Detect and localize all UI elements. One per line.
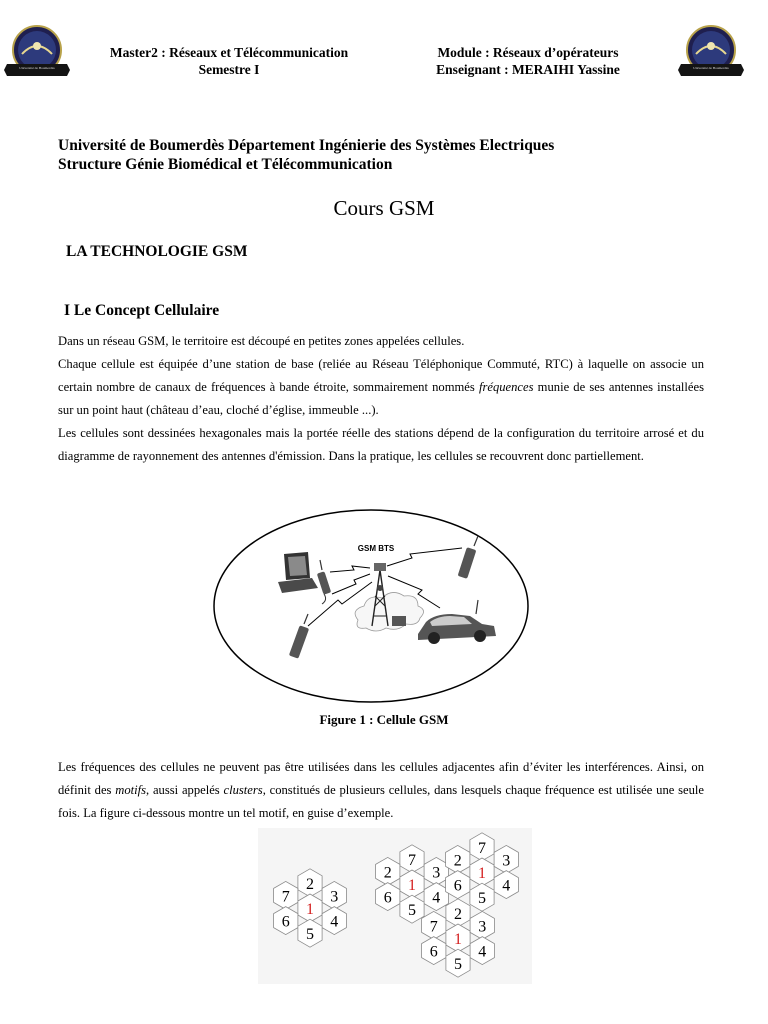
logo-caption: Université de Boumerdès: [19, 66, 55, 70]
hex-cell: [446, 924, 470, 952]
hex-cell: [470, 883, 494, 911]
hex-cell: [470, 833, 494, 861]
cell-frequency-label: 6: [281, 913, 290, 931]
hex-cell: [424, 857, 448, 885]
hex-cell: [446, 899, 470, 927]
hex-cell: [446, 871, 470, 899]
hex-cell: [400, 845, 424, 873]
hex-cell: [274, 907, 298, 935]
cell-frequency-label: 4: [478, 943, 487, 961]
hex-cell: [446, 949, 470, 977]
hex-cell: [400, 895, 424, 923]
cell-frequency-label: 2: [306, 875, 314, 893]
hex-cell: [322, 881, 346, 909]
cell-frequency-label: 1: [454, 931, 462, 948]
hex-cell: [422, 911, 446, 939]
university-logo-right: [678, 24, 744, 82]
figure-gsm-cell: [212, 508, 530, 704]
cell-frequency-label: 4: [330, 913, 339, 931]
cell-frequency-label: 1: [478, 865, 486, 882]
cell-frequency-label: 3: [330, 888, 339, 906]
signal-line: [330, 566, 370, 572]
subsection-title: I Le Concept Cellulaire: [64, 302, 220, 319]
cell-frequency-label: 5: [408, 902, 416, 920]
header-teacher: Enseignant : MERAIHI Yassine: [436, 62, 620, 77]
car-icon: [418, 600, 496, 644]
hex-cluster-diagram: [258, 828, 532, 984]
university-logo-left: [4, 24, 70, 82]
mobile-phone-icon: [289, 614, 309, 659]
hex-cell: [424, 883, 448, 911]
hex-cell: [470, 937, 494, 965]
hex-cell: [274, 881, 298, 909]
cell-frequency-label: 7: [408, 851, 416, 869]
header-right: [410, 44, 646, 78]
signal-line: [332, 574, 370, 594]
hex-cell: [470, 911, 494, 939]
hex-cell: [376, 883, 400, 911]
header-module: Module : Réseaux d’opérateurs: [437, 45, 619, 60]
cell-frequency-label: 5: [306, 926, 314, 944]
course-title: Cours GSM: [333, 196, 435, 220]
cluster-paragraph: Les fréquences des cellules ne peuvent pas être utilisées dans les cellules adjacentes afin d’éviter les interférences. Ainsi, on définit des motifs, aussi appelés clusters, constitués de plusieurs cellules, dans lesquels chaque fréquence est utilisée une seule fois. La figure ci-dessous montre un tel motif, en guise d’exemple.: [58, 760, 704, 820]
cell-frequency-label: 1: [306, 901, 314, 918]
cell-frequency-label: 7: [281, 888, 290, 906]
hex-cell: [470, 858, 494, 886]
cloud-icon: [355, 592, 423, 631]
mobile-phone-icon: [458, 536, 478, 579]
cell-frequency-label: 3: [502, 852, 511, 870]
hex-cell: [494, 845, 518, 873]
intro-paragraph-3: Les cellules sont dessinées hexagonales mais la portée réelle des stations dépend de la configuration du territoire arrosé et du diagramme de rayonnement des antennes d'émission. Dans la pratique, les cellules se recouvrent donc partiellement.: [58, 426, 704, 463]
intro-paragraph-1: Dans un réseau GSM, le territoire est découpé en petites zones appelées cellules.: [58, 334, 465, 348]
cell-frequency-label: 5: [478, 890, 486, 908]
hex-cell: [298, 894, 322, 922]
hex-cell: [322, 907, 346, 935]
cell-frequency-label: 4: [502, 877, 511, 895]
cell-frequency-label: 7: [478, 839, 486, 857]
hex-cell: [494, 871, 518, 899]
section-title: LA TECHNOLOGIE GSM: [66, 243, 248, 260]
logo-caption: Université de Boumerdès: [693, 66, 729, 70]
cell-frequency-label: 4: [432, 889, 441, 907]
hex-cell: [298, 919, 322, 947]
cell-frequency-label: 2: [383, 864, 392, 882]
cell-frequency-label: 3: [432, 864, 441, 882]
hex-cell: [298, 869, 322, 897]
cell-frequency-label: 1: [408, 877, 416, 894]
signal-line: [387, 548, 462, 566]
cell-frequency-label: 6: [453, 877, 462, 895]
cell-frequency-label: 6: [429, 943, 438, 961]
intro-paragraph-2: Chaque cellule est équipée d’une station de base (reliée au Réseau Téléphonique Commuté, RTC) à laquelle on associe un certain nombre de canaux de fréquences à bande étroite, sommairement nommés fréquences munie de ses antennes installées sur un point haut (château d’eau, cloché d’église, immeuble ...).: [58, 357, 704, 417]
cell-frequency-label: 7: [429, 918, 438, 936]
header-left: [86, 44, 372, 78]
intro-paragraphs: [58, 330, 704, 468]
hex-cell: [376, 857, 400, 885]
cell-frequency-label: 6: [383, 889, 392, 907]
cell-frequency-label: 5: [454, 956, 462, 974]
mobile-phone-icon: [317, 560, 331, 604]
hex-cell: [446, 845, 470, 873]
university-line-2: Structure Génie Biomédical et Télécommunication: [58, 156, 393, 173]
university-block: [58, 136, 554, 174]
cell-frequency-label: 2: [453, 852, 462, 870]
figure-1-caption: Figure 1 : Cellule GSM: [319, 712, 449, 727]
header-semester: Semestre I: [198, 62, 260, 77]
cell-frequency-label: 3: [478, 918, 487, 936]
laptop-icon: [278, 552, 318, 593]
cell-frequency-label: 2: [454, 905, 462, 923]
hex-cell: [422, 937, 446, 965]
figure-hex-clusters: [258, 828, 532, 984]
bts-label: GSM BTS: [357, 544, 395, 553]
hex-cell: [400, 870, 424, 898]
bts-equipment-icon: [392, 616, 406, 626]
university-line-1: Université de Boumerdès Département Ingénierie des Systèmes Electriques: [58, 137, 555, 154]
header-program: Master2 : Réseaux et Télécommunication: [109, 45, 349, 60]
